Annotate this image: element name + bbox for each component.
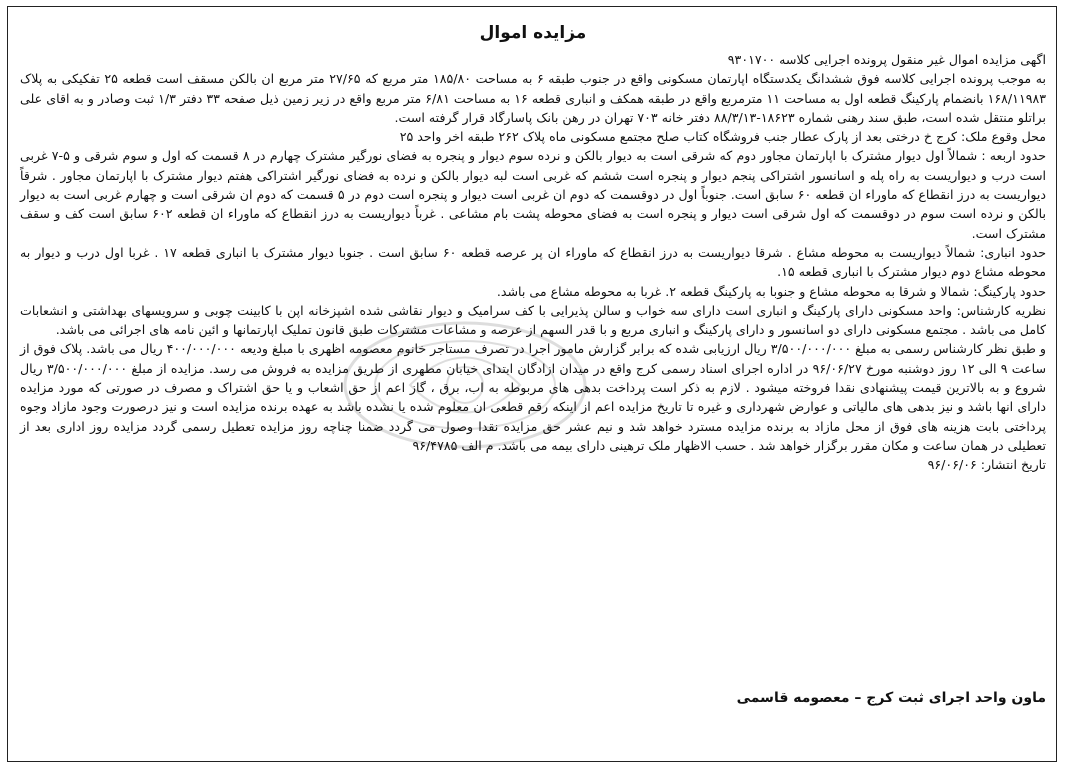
expert-opinion: نظریه کارشناس: واحد مسکونی دارای پارکینگ و انباری است دارای سه خواب و سالن پذیرایی با کف سرامیک و دیوار نقاشی شده اشپزخانه اپن با کابینت چوبی و سرویسهای بهداشتی و انشعابات کامل می باشد . مجتمع مسکونی دارای دو اسانسور و دارای پارکینگ و انباری مربع و با قدر السهم از عرصه و مشاعات مشترکات طبق قانون تملیک اپارتمانها و ائین نامه های اجرائی می باشد. xyxy=(20,302,1046,338)
notice-title: مزایده اموال xyxy=(479,23,587,43)
notice-body xyxy=(20,18,1046,475)
signature: ماون واحد اجرای ثبت کرج – معصومه قاسمی xyxy=(736,690,1046,706)
storage-boundaries: حدود انباری: شمالاً دیواریست به محوطه مشاع . شرقا دیواریست به درز انقطاع که ماوراء ان پر عرصه قطعه ۶۰ سابق است . جنوبا دیوار مشترک با انباری قطعه ۱۷ . غربا اول درب و دیوار به محوطه مشاع دوم دیوار مشترک با انباری قطعه ۱۵. xyxy=(20,244,1047,280)
notice-heading-line: اگهی مزایده اموال غیر منقول پرونده اجرایی کلاسه ۹۳۰۱۷۰۰ xyxy=(727,52,1046,67)
property-boundaries: حدود اربعه : شمالاً اول دیوار مشترک با اپارتمان مجاور دوم که شرقی است به دیوار بالکن و نرده سوم دیوار و پنجره به فضای نورگیر مشترک چهارم در ۸ قسمت که اول و سوم شرقی و ۵-۷ غربی است درب و دیواریست به راه پله و اسانسور اشتراکی پنجم دیوار و پنجره است ششم که غربی است لبه دیوار بالکن و نرده به فضای نورگیر اشتراکی هفتم دیوار مشترک با اپارتمان مجاور . شرقاً دیواریست به درز انقطاع که ماوراء ان قطعه ۶۰ سابق است. جنوباً اول در دوقسمت که دوم ان غربی است دیوار و پنجره است دوم در ۵ قسمت که دوم ان شرقی است و چهارم غربی است به دیوار بالکن و نرده است سوم در دوقسمت که اول شرقی است دیوار و پنجره است به فضای محوطه پشت بام مشاعی . غرباً دیواریست به درز انقطاع که ماوراء ان قطعه ۶۰۲ سابق است کف و سقف مشترک است. xyxy=(20,148,1046,241)
property-location: محل وقوع ملک: کرج خ درختی بعد از پارک عطار جنب فروشگاه کتاب صلح مجتمع مسکونی ماه پلاک ۲۶۲ طبقه اخر واحد ۲۵ xyxy=(399,129,1046,145)
property-description: به موجب پرونده اجرایی کلاسه فوق ششدانگ یکدستگاه اپارتمان مسکونی واقع در جنوب طبقه ۶ به مساحت ۱۸۵/۸۰ متر مربع که ۲۷/۶۵ متر مربع ان بالکن مسقف است قطعه ۲۵ تفکیکی به پلاک ۱۶۸/۱۱۹۸۳ بانضمام پارکینگ قطعه اول به مساحت ۱۱ مترمربع واقع در طبقه همکف و انباری قطعه ۱۶ به مساحت ۶/۸۱ متر مربع واقع در زیر زمین ذیل صفحه ۳۳ دفتر ۱/۳ ثبت وصادر و به اقای علی براتلو منتقل شده است، طبق سند رهنی شماره ۱۸۶۲۳-۸۸/۳/۱۳ دفتر خانه ۷۰۳ تهران در رهن بانک پاسارگاد قرار گرفته است. xyxy=(20,71,1046,125)
publish-date: تاریخ انتشار: ۹۶/۰۶/۰۶ xyxy=(927,457,1046,473)
auction-terms: و طبق نظر کارشناس رسمی به مبلغ ۳/۵۰۰/۰۰۰/۰۰۰ ریال ارزیابی شده که برابر گزارش مامور اجرا در تصرف مستاجر خانوم معصومه اظهری با مبلغ ودیعه ۴۰۰/۰۰۰/۰۰۰ ریال می باشد. پلاک فوق از ساعت ۹ الی ۱۲ روز دوشنبه مورخ ۹۶/۰۶/۲۷ در اداره اجرای اسناد رسمی کرج واقع در میدان ازادگان ابتدای خیابان مطهری از طریق مزایده به فروش می رسد. مزایده از مبلغ ۳/۵۰۰/۰۰۰/۰۰۰ ریال شروع و به بالاترین قیمت پیشنهادی نقدا فروخته میشود . لازم به ذکر است پرداخت بدهی های مربوطه به اب، برق ، گاز اعم از حق اشعاب و یا حق اشتراک و مصرف در صورتی که مورد مزایده دارای انها باشد و نیز بدهی های مالیاتی و عوارض شهرداری و غیره تا تاریخ مزایده اعم از اینکه رقم قطعی ان معلوم شده یا نشده باشد به عهده برنده مزایده است و نیز درصورت وجود مازاد وجوه پرداختی بابت هزینه های فوق از محل مازاد به برنده مزایده مسترد خواهد شد و نیم عشر حق مزایده نقدا وصول می گردد ضمنا چناچه روز مزایده تعطیل رسمی گردد مزایده روز اداری بعد از تعطیلی در همان ساعت و مکان مقرر برگزار خواهد شد . حسب الاظهار ملک ترهینی دارای بیمه می باشد. م الف ۹۶/۴۷۸۵ xyxy=(20,341,1047,453)
parking-boundaries: حدود پارکینگ: شمالا و شرقا به محوطه مشاع و جنوبا به پارکینگ قطعه ۲. غربا به محوطه مشاع می باشد. xyxy=(496,283,1046,299)
